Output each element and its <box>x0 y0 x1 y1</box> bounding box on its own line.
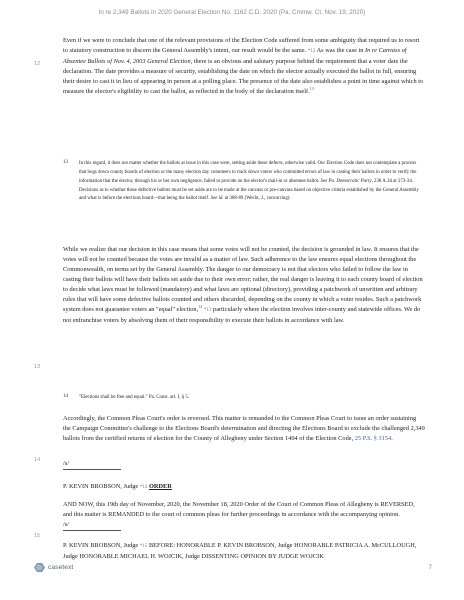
footnote-text: , 238 A.3d at 373-34. Decisions as to whether these defective ballots must be set aside are to be made at the canvass or pre-canvass based on objective criteria established by the General Assembly and what is before the elections board—that being the ballot itself. <box>79 178 419 202</box>
paragraph-text: particularly where the election involves inter-county and statewide offices. We do not enfranchise voters by absolving them of their responsibility to execute their ballots in accordance with law. <box>63 306 421 325</box>
paragraph-text: While we realize that our decision in this case means that some votes will not be counted, the decision is grounded in law. It ensures that the votes will not be counted because the votes are invalid as a matter of law. Such adherence to the law ensures equal elections throughout the Commonwealth, on terms set by the General Assembly. The danger to our democracy is not that electors who failed to follow the law in casting their ballots will have their ballots set aside due to their own error; rather, the real danger is leaving it to each county board of election to decide what laws must be followed (mandatory) and what laws are optional (directory), providing a patchwork of unwritten and arbitrary rules that will have some defective ballots counted and others discarded, depending on the county in which a voter resides. Such a patchwork system does not guarantee voters an "equal" election, <box>63 246 423 314</box>
signature-line <box>63 530 121 531</box>
line-number: 12 <box>34 61 41 67</box>
casetext-logo[interactable] <box>34 563 73 572</box>
footnote-number: 14 <box>63 394 68 399</box>
line-number: 14 <box>34 457 41 463</box>
judge-signature-block <box>63 541 425 562</box>
panel-text: BEFORE: HONORABLE P. KEVIN BROBSON, Judge HONORABLE PATRICIA A. McCULLOUGH, Judge HONORABLE MICHAEL H. WOJCIK, Judge DISSENTING OPINION BY JUDGE WOJCIK <box>63 542 417 561</box>
footnote <box>79 160 419 204</box>
footnote-text: In this regard, it does not matter whether the ballots at issue in this case were, setting aside these defects, otherwise valid. Our Election Code does not contemplate a process that bogs down county boards of election or the many election day volunteers to track down voters who committed errors of law in casting their ballots in order to verify the information that the elector, through his or her own negligence, failed to provide on the elector's mail-in or absentee ballot. <box>79 161 417 184</box>
star-page-marker: *14 <box>139 485 148 490</box>
footnote <box>79 394 419 403</box>
case-citation: See id. <box>210 196 224 202</box>
page-header: In re 2,349 Ballots in 2020 General Election No. 1162 C.D. 2020 (Pa. Cmmw. Ct. Nov. 19, 2020) <box>98 9 366 16</box>
page-number: 7 <box>428 564 432 571</box>
judge-name: P. KEVIN BROBSON, Judge <box>63 542 139 549</box>
paragraph-text: Even if we were to conclude that one of the relevant provisions of the Election Code suffered from some ambiguity that required us to resort to statutory construction to discern the General Assembly's intent, our result would be the same. <box>63 37 420 55</box>
footnote-number: 13 <box>63 160 68 165</box>
order-paragraph <box>63 500 425 520</box>
footnote-text: at 388-89 (Wecht, J., concurring). <box>223 196 291 202</box>
paragraph-text: , there is an obvious and salutary purpose behind the requirement that a voter date the declaration. The date provides a measure of security, establishing the date on which the elector actually executed the ballot in full, ensuring their desire to cast it in lieu of appearing in person at a polling place. The presence of the date also establishes a point in time against which to measure the elector's eligibility to cast the ballot, as reflected in the body of the declaration itself. <box>63 58 424 96</box>
paragraph-text: AND NOW, this 19th day of November, 2020, the November 18, 2020 Order of the Court of Common Pleas of Allegheny is REVERSED, and this matter is REMANDED to the court of common pleas for further proceedings in accordance with the accompanying opinion. <box>63 501 415 519</box>
star-page-marker: *12 <box>307 49 316 55</box>
opinion-paragraph <box>63 36 425 97</box>
footnote-ref-link[interactable]: 14 <box>198 304 203 310</box>
logo-text: casetext <box>48 564 74 571</box>
signature-mark: /s/ <box>63 521 69 528</box>
paragraph-text: As was the case in <box>316 47 364 55</box>
star-page-marker: *15 <box>139 544 148 549</box>
opinion-paragraph <box>63 414 425 444</box>
judge-name: P. KEVIN BROBSON, Judge <box>63 483 139 490</box>
statute-link[interactable]: 25 P.S. § 3154 <box>354 435 392 443</box>
signature-mark: /s/ <box>63 460 69 467</box>
line-number: 15 <box>34 533 41 539</box>
footnote-ref-link[interactable]: 13 <box>309 86 314 92</box>
judge-signature <box>63 483 172 490</box>
signature-line <box>63 469 121 470</box>
paragraph-text: . <box>391 435 393 443</box>
line-number: 13 <box>34 364 41 370</box>
case-citation: In re Canvass of Absentee Ballots of Nov. 4, 2003 General Election <box>63 47 407 66</box>
star-page-marker: *13 <box>203 308 212 314</box>
opinion-paragraph <box>63 245 425 326</box>
footnote-text: "Elections shall be free and equal." Pa. Const. art. I, § 5. <box>79 395 190 400</box>
order-heading: ORDER <box>148 483 172 490</box>
casetext-logo-icon <box>34 563 45 572</box>
paragraph-text: Accordingly, the Common Pleas Court's order is reversed. This matter is remanded to the Common Pleas Court to issue an order sustaining the Campaign Committee's challenge to the Elections Board's determination and directing the Elections Board to exclude the challenged 2,349 ballots from the certified returns of election for the County of Allegheny under Section 1404 of the Election Code, <box>63 415 425 443</box>
case-citation: See Pa. Democratic Party <box>320 178 372 184</box>
